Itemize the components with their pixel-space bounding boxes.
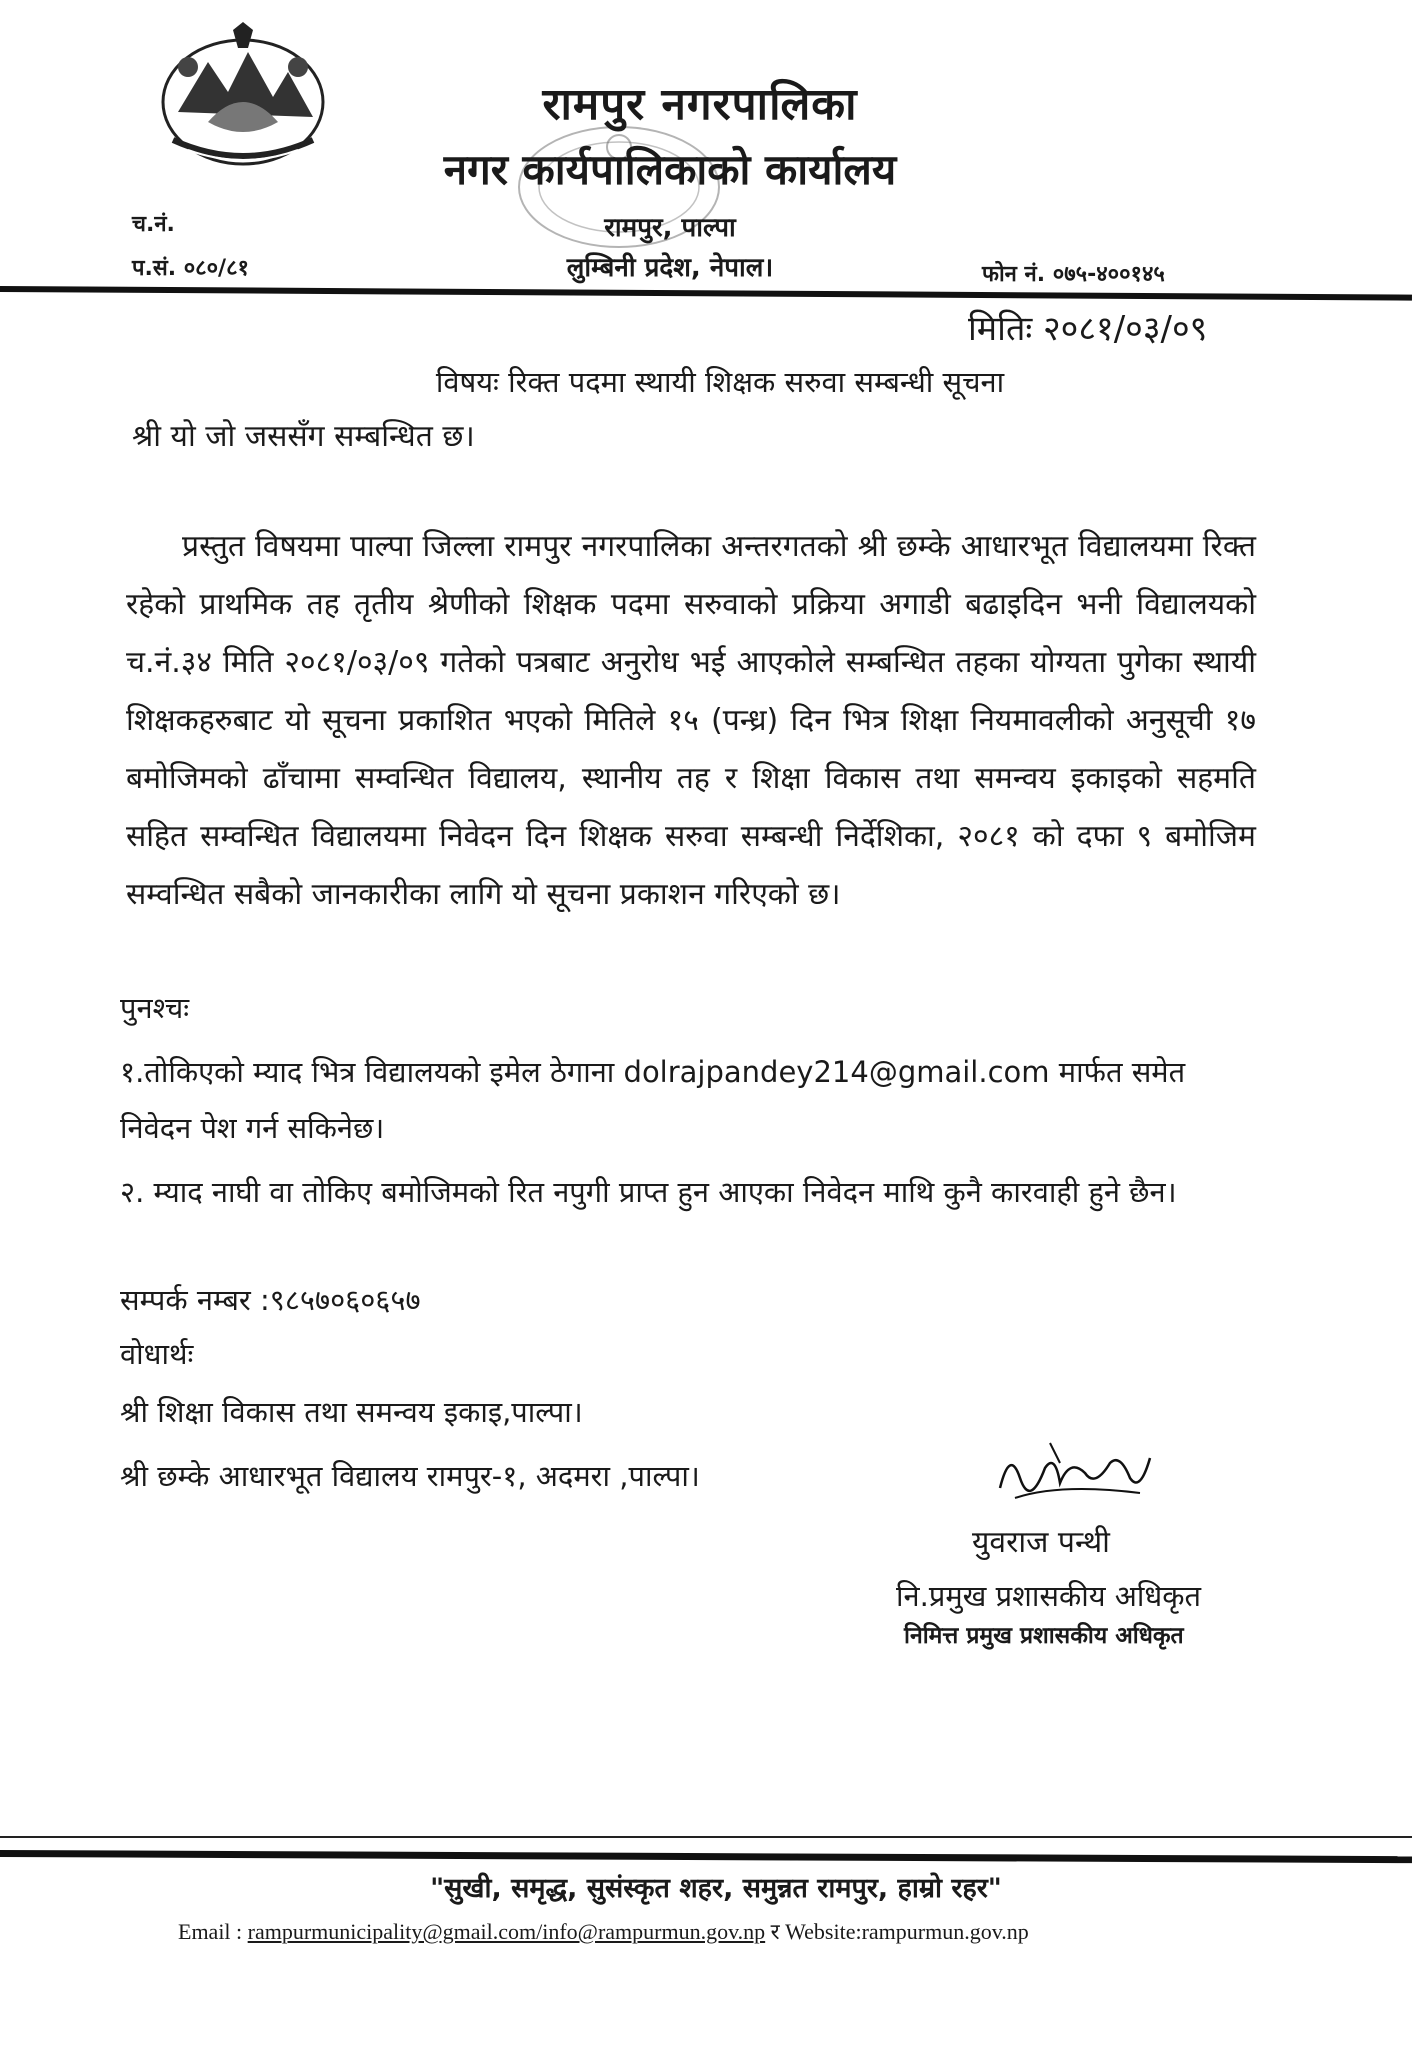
letter-body: [126, 518, 1256, 924]
connector-text: र: [770, 1919, 780, 1944]
signatory-title: नि.प्रमुख प्रशासकीय अधिकृत: [896, 1579, 1202, 1613]
footer-motto: "सुखी, समृद्ध, सुसंस्कृत शहर, समुन्नत रामपुर, हाम्रो रहर": [430, 1873, 1002, 1904]
email-label: Email :: [178, 1919, 243, 1944]
signatory-name: युवराज पन्थी: [972, 1525, 1110, 1560]
body-paragraph: प्रस्तुत विषयमा पाल्पा जिल्ला रामपुर नगरपालिका अन्तरगतको श्री छम्के आधारभूत विद्यालयमा रिक्त रहेको प्राथमिक तह तृतीय श्रेणीको शिक्षक पदमा सरुवाको प्रक्रिया अगाडी बढाइदिन भनी विद्यालयको च.नं.३४ मिति २०८१/०३/०९ गतेको पत्रबाट अनुरोध भई आएकोले सम्बन्धित तहका योग्यता पुगेका स्थायी शिक्षकहरुबाट यो सूचना प्रकाशित भएको मितिले १५ (पन्ध्र) दिन भित्र शिक्षा नियमावलीको अनुसूची १७ बमोजिमको ढाँचामा सम्वन्धित विद्यालय, स्थानीय तह र शिक्षा विकास तथा समन्वय इकाइको सहमति सहित सम्वन्धित विद्यालयमा निवेदन दिन शिक्षक सरुवा सम्बन्धी निर्देशिका, २०८१ को दफा ९ बमोजिम सम्वन्धित सबैको जानकारीका लागि यो सूचना प्रकाशन गरिएको छ।: [126, 529, 1256, 912]
letter-number: प.सं. ०८०/८१: [132, 256, 249, 281]
postscript-item-2: २. म्याद नाघी वा तोकिए बमोजिमको रित नपुगी प्राप्त हुन आएका निवेदन माथि कुनै कारवाही हुने छैन।: [120, 1175, 1177, 1209]
postscript-label: पुनश्चः: [120, 991, 190, 1025]
footer-hairline: [0, 1836, 1412, 1838]
website-link[interactable]: Website:rampurmun.gov.np: [785, 1919, 1029, 1944]
contact-number: सम्पर्क नम्बर :९८५७०६०६५७: [120, 1283, 421, 1317]
email-link[interactable]: rampurmunicipality@gmail.com/info@rampurmun.gov.np: [247, 1919, 766, 1944]
office-province: लुम्बिनी प्रदेश, नेपाल।: [566, 253, 774, 283]
phone-number: फोन नं. ०७५-४००१४५: [982, 262, 1165, 287]
letter-addressee: श्री यो जो जससँग सम्बन्धित छ।: [132, 419, 475, 454]
postscript-item-1: १.तोकिएको म्याद भित्र विद्यालयको इमेल ठेगाना dolrajpandey214@gmail.com मार्फत समेत निवेदन पेश गर्न सकिनेछ।: [120, 1055, 1186, 1145]
footer-divider: [0, 1850, 1412, 1863]
letter-date: मितिः २०८१/०३/०९: [968, 309, 1208, 349]
office-name: नगर कार्यपालिकाको कार्यालय: [443, 145, 897, 194]
footer-contact: [178, 1916, 1029, 1946]
office-city: रामपुर, पाल्पा: [604, 213, 736, 243]
letter-subject: विषयः रिक्त पदमा स्थायी शिक्षक सरुवा सम्बन्धी सूचना: [435, 365, 1005, 399]
signature-icon: [990, 1438, 1160, 1508]
org-name: रामपुर नगरपालिका: [542, 79, 858, 130]
signatory-stamp: निमित्त प्रमुख प्रशासकीय अधिकृत: [904, 1623, 1184, 1649]
header-divider: [0, 286, 1412, 301]
cc-item-1: श्री शिक्षा विकास तथा समन्वय इकाइ,पाल्पा।: [120, 1395, 583, 1429]
nepal-emblem-icon: [148, 22, 338, 172]
cc-item-2: श्री छम्के आधारभूत विद्यालय रामपुर-१, अदमरा ,पाल्पा।: [120, 1459, 700, 1493]
cc-label: वोधार्थः: [120, 1337, 194, 1371]
dispatch-number-label: च.नं.: [132, 212, 175, 237]
